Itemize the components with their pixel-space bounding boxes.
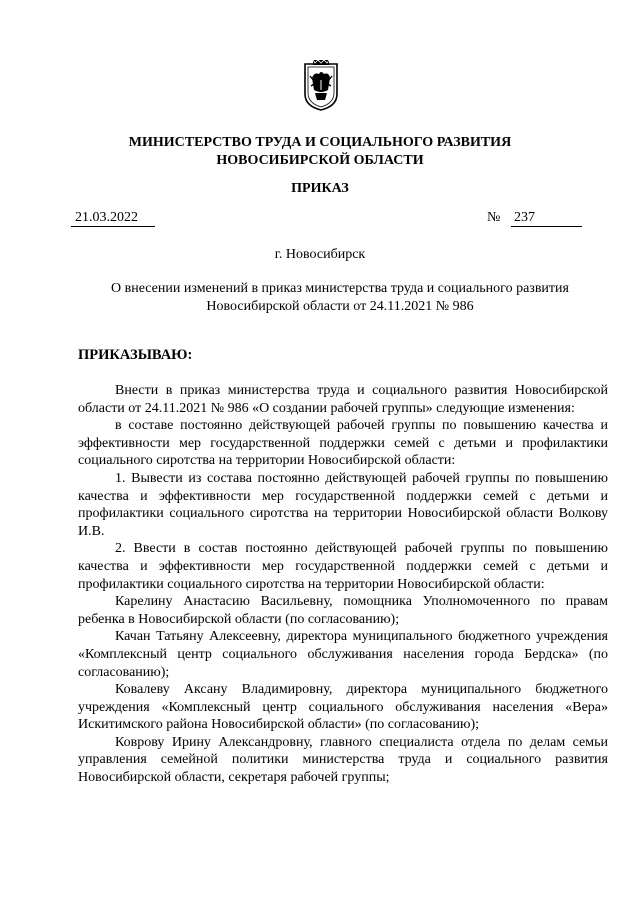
number-label: №: [487, 210, 501, 225]
document-subject: [80, 280, 600, 316]
coat-of-arms-icon: [301, 60, 341, 112]
city: г. Новосибирск: [274, 247, 366, 262]
paragraph: Качан Татьяну Алексеевну, директора муниципального бюджетного учреждения «Комплексный центр социального обслуживания населения города Бердска» (по согласованию);: [78, 629, 608, 680]
paragraph: Ковалеву Аксану Владимировну, директора муниципального бюджетного учреждения «Комплексный центр социального обслуживания населения «Вера» Искитимского района Новосибирской области» (по согласованию);: [78, 682, 608, 733]
paragraph: Внести в приказ министерства труда и социального развития Новосибирской области от 24.11.2021 № 986 «О создании рабочей группы» следующие изменения:: [78, 383, 608, 416]
subject-line2: Новосибирской области от 24.11.2021 № 986: [206, 299, 474, 314]
ministry-name-line2: НОВОСИБИРСКОЙ ОБЛАСТИ: [216, 153, 424, 168]
document-type: ПРИКАЗ: [291, 181, 349, 196]
document-date: 21.03.2022: [71, 209, 155, 227]
subject-line1: О внесении изменений в приказ министерства труда и социального развития: [111, 281, 569, 296]
paragraph: Карелину Анастасию Васильевну, помощника Уполномоченного по правам ребенка в Новосибирской области (по согласованию);: [78, 594, 608, 627]
paragraph: Коврову Ирину Александровну, главного специалиста отдела по делам семьи управления семейной политики министерства труда и социального развития Новосибирской области, секретаря рабочей группы;: [78, 734, 608, 786]
document-number: 237: [511, 209, 582, 227]
paragraph: 1. Вывести из состава постоянно действующей рабочей группы по повышению качества и эффективности мер государственной поддержки семей с детьми и профилактики социального сиротства на территории Новосибирской области Волкову И.В.: [78, 470, 608, 539]
paragraph: в составе постоянно действующей рабочей группы по повышению качества и эффективности мер государственной поддержки семей с детьми и профилактики социального сиротства на территории Новосибирской области:: [78, 418, 608, 469]
ministry-name-line1: МИНИСТЕРСТВО ТРУДА И СОЦИАЛЬНОГО РАЗВИТИЯ: [128, 135, 512, 150]
paragraph: 2. Ввести в состав постоянно действующей рабочей группы по повышению качества и эффективности мер государственной поддержки семей с детьми и профилактики социального сиротства на территории Новосибирской области:: [78, 541, 608, 592]
order-word: ПРИКАЗЫВАЮ:: [78, 347, 193, 363]
document-body: [78, 382, 608, 787]
